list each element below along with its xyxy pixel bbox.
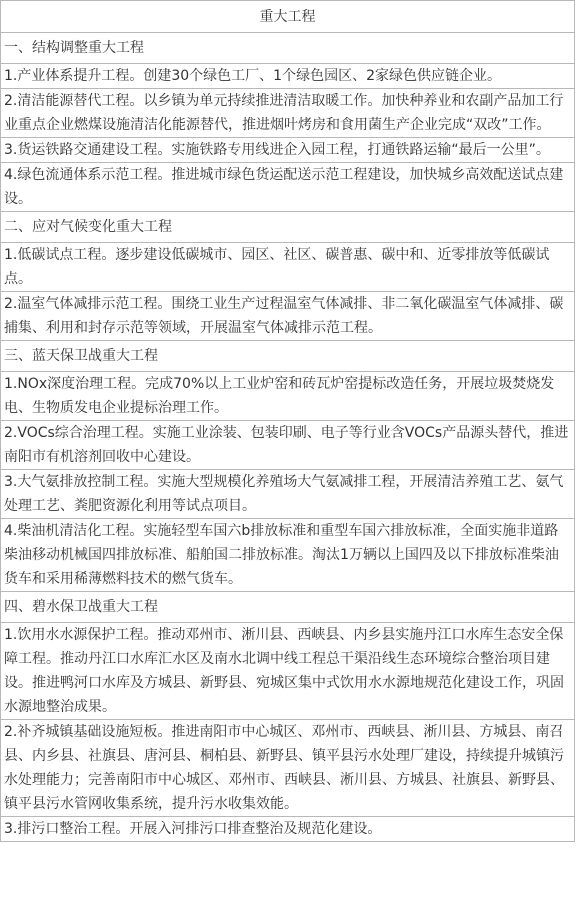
project-item: 2.温室气体减排示范工程。围绕工业生产过程温室气体减排、非二氧化碳温室气体减排、碳捕集、利用和封存示范等领域，开展温室气体减排示范工程。 bbox=[1, 292, 575, 341]
table-row bbox=[1, 292, 575, 341]
project-item: 3.货运铁路交通建设工程。实施铁路专用线进企入园工程，打通铁路运输“最后一公里”。 bbox=[1, 138, 575, 163]
section-row bbox=[1, 212, 575, 243]
title-row bbox=[1, 1, 575, 33]
project-item: 1.低碳试点工程。逐步建设低碳城市、园区、社区、碳普惠、碳中和、近零排放等低碳试点。 bbox=[1, 243, 575, 292]
section-heading: 二、应对气候变化重大工程 bbox=[1, 212, 575, 243]
table-row bbox=[1, 89, 575, 138]
project-item: 1.NOx深度治理工程。完成70%以上工业炉窑和砖瓦炉窑提标改造任务，开展垃圾焚烧发电、生物质发电企业提标治理工作。 bbox=[1, 372, 575, 421]
section-heading: 三、蓝天保卫战重大工程 bbox=[1, 341, 575, 372]
table-row bbox=[1, 64, 575, 89]
table-row bbox=[1, 720, 575, 817]
project-item: 4.绿色流通体系示范工程。推进城市绿色货运配送示范工程建设，加快城乡高效配送试点建设。 bbox=[1, 163, 575, 212]
section-row bbox=[1, 33, 575, 64]
table-row bbox=[1, 243, 575, 292]
project-item: 1.产业体系提升工程。创建30个绿色工厂、1个绿色园区、2家绿色供应链企业。 bbox=[1, 64, 575, 89]
project-item: 4.柴油机清洁化工程。实施轻型车国六b排放标准和重型车国六排放标准，全面实施非道路柴油移动机械国四排放标准、船舶国二排放标准。淘汰1万辆以上国四及以下排放标准柴油货车和采用稀薄燃料技术的燃气货车。 bbox=[1, 519, 575, 592]
section-row bbox=[1, 592, 575, 623]
project-item: 2.VOCs综合治理工程。实施工业涂装、包装印刷、电子等行业含VOCs产品源头替代，推进南阳市有机溶剂回收中心建设。 bbox=[1, 421, 575, 470]
section-heading: 四、碧水保卫战重大工程 bbox=[1, 592, 575, 623]
table-row bbox=[1, 817, 575, 842]
project-item: 2.补齐城镇基础设施短板。推进南阳市中心城区、邓州市、西峡县、淅川县、方城县、南召县、内乡县、社旗县、唐河县、桐柏县、新野县、镇平县污水处理厂建设，持续提升城镇污水处理能力；完善南阳市中心城区、邓州市、西峡县、淅川县、方城县、社旗县、新野县、镇平县污水管网收集系统，提升污水收集效能。 bbox=[1, 720, 575, 817]
table-row bbox=[1, 421, 575, 470]
project-item: 2.清洁能源替代工程。以乡镇为单元持续推进清洁取暖工作。加快种养业和农副产品加工行业重点企业燃煤设施清洁化能源替代，推进烟叶烤房和食用菌生产企业完成“双改”工作。 bbox=[1, 89, 575, 138]
table-row bbox=[1, 623, 575, 720]
table-row bbox=[1, 138, 575, 163]
project-item: 3.排污口整治工程。开展入河排污口排查整治及规范化建设。 bbox=[1, 817, 575, 842]
table-row bbox=[1, 163, 575, 212]
project-item: 3.大气氨排放控制工程。实施大型规模化养殖场大气氨减排工程，开展清洁养殖工艺、氨气处理工艺、粪肥资源化利用等试点项目。 bbox=[1, 470, 575, 519]
table-row bbox=[1, 470, 575, 519]
section-row bbox=[1, 341, 575, 372]
section-heading: 一、结构调整重大工程 bbox=[1, 33, 575, 64]
project-item: 1.饮用水水源保护工程。推动邓州市、淅川县、西峡县、内乡县实施丹江口水库生态安全保障工程。推动丹江口水库汇水区及南水北调中线工程总干渠沿线生态环境综合整治项目建设。推进鸭河口水库及方城县、新野县、宛城区集中式饮用水水源地规范化建设工作，巩固水源地整治成果。 bbox=[1, 623, 575, 720]
table-title: 重大工程 bbox=[1, 1, 575, 33]
table-row bbox=[1, 372, 575, 421]
table-row bbox=[1, 519, 575, 592]
